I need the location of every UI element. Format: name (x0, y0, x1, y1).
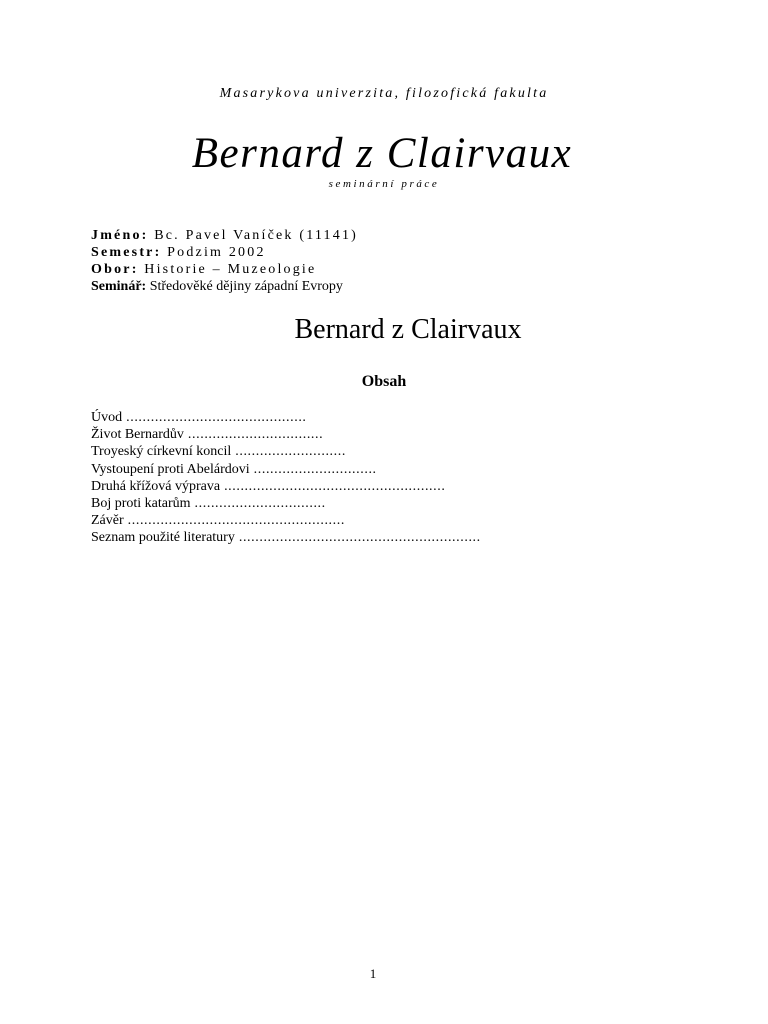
toc-entry[interactable] (91, 478, 611, 495)
meta-label-seminar: Seminář: (91, 279, 147, 294)
cover-title: Bernard z Clairvaux (191, 130, 573, 177)
toc-leader-dots: ........................... (235, 444, 346, 460)
toc-entry-label: Troyeský církevní koncil (91, 444, 232, 460)
cover-subtitle: seminární práce (328, 178, 440, 190)
toc-entry-label: Vystoupení proti Abelárdovi (91, 461, 250, 477)
toc-entry[interactable] (91, 409, 611, 426)
meta-row-field (91, 261, 358, 278)
meta-label-semester: Semestr: (91, 245, 162, 260)
toc-entry-label: Seznam použité literatury (91, 530, 235, 546)
toc-entry[interactable] (91, 512, 611, 529)
toc-entry[interactable] (91, 495, 611, 512)
toc-leader-dots: ............................................ (126, 410, 307, 425)
toc-entry-label: Boj proti katarům (91, 496, 191, 512)
toc-heading: Obsah (361, 373, 407, 390)
toc-leader-dots: ...................................................... (224, 478, 446, 494)
document-title: Bernard z Clairvaux (294, 314, 522, 345)
author-info (91, 227, 358, 295)
toc-entry[interactable] (91, 461, 611, 478)
page-number: 1 (369, 966, 377, 981)
faculty-line: Masarykova univerzita, filozofická fakulta (219, 86, 549, 101)
toc-leader-dots: ................................. (187, 427, 324, 443)
toc-leader-dots: ................................ (194, 496, 326, 512)
toc-leader-dots: ........................................................... (238, 530, 481, 546)
meta-value-field: Historie – Muzeologie (144, 262, 317, 277)
meta-label-name: Jméno: (91, 228, 149, 243)
toc-entry[interactable] (91, 443, 611, 460)
meta-value-name: Bc. Pavel Vaníček (11141) (154, 228, 359, 243)
toc-entry[interactable] (91, 426, 611, 443)
meta-value-seminar: Středověké dějiny západní Evropy (149, 279, 343, 294)
toc-entry-label: Závěr (91, 513, 124, 529)
toc-entry-label: Druhá křížová výprava (91, 478, 221, 494)
toc-entry[interactable] (91, 529, 611, 546)
toc-entry-label: Život Bernardův (91, 427, 184, 443)
toc-leader-dots: ..................................................... (127, 513, 345, 529)
meta-row-semester (91, 244, 358, 261)
toc-leader-dots: .............................. (253, 461, 377, 477)
meta-value-semester: Podzim 2002 (167, 245, 266, 260)
table-of-contents (91, 409, 611, 547)
meta-label-field: Obor: (91, 262, 139, 277)
meta-row-seminar (91, 278, 358, 295)
meta-row-name (91, 227, 358, 244)
toc-entry-label: Úvod (91, 410, 123, 425)
